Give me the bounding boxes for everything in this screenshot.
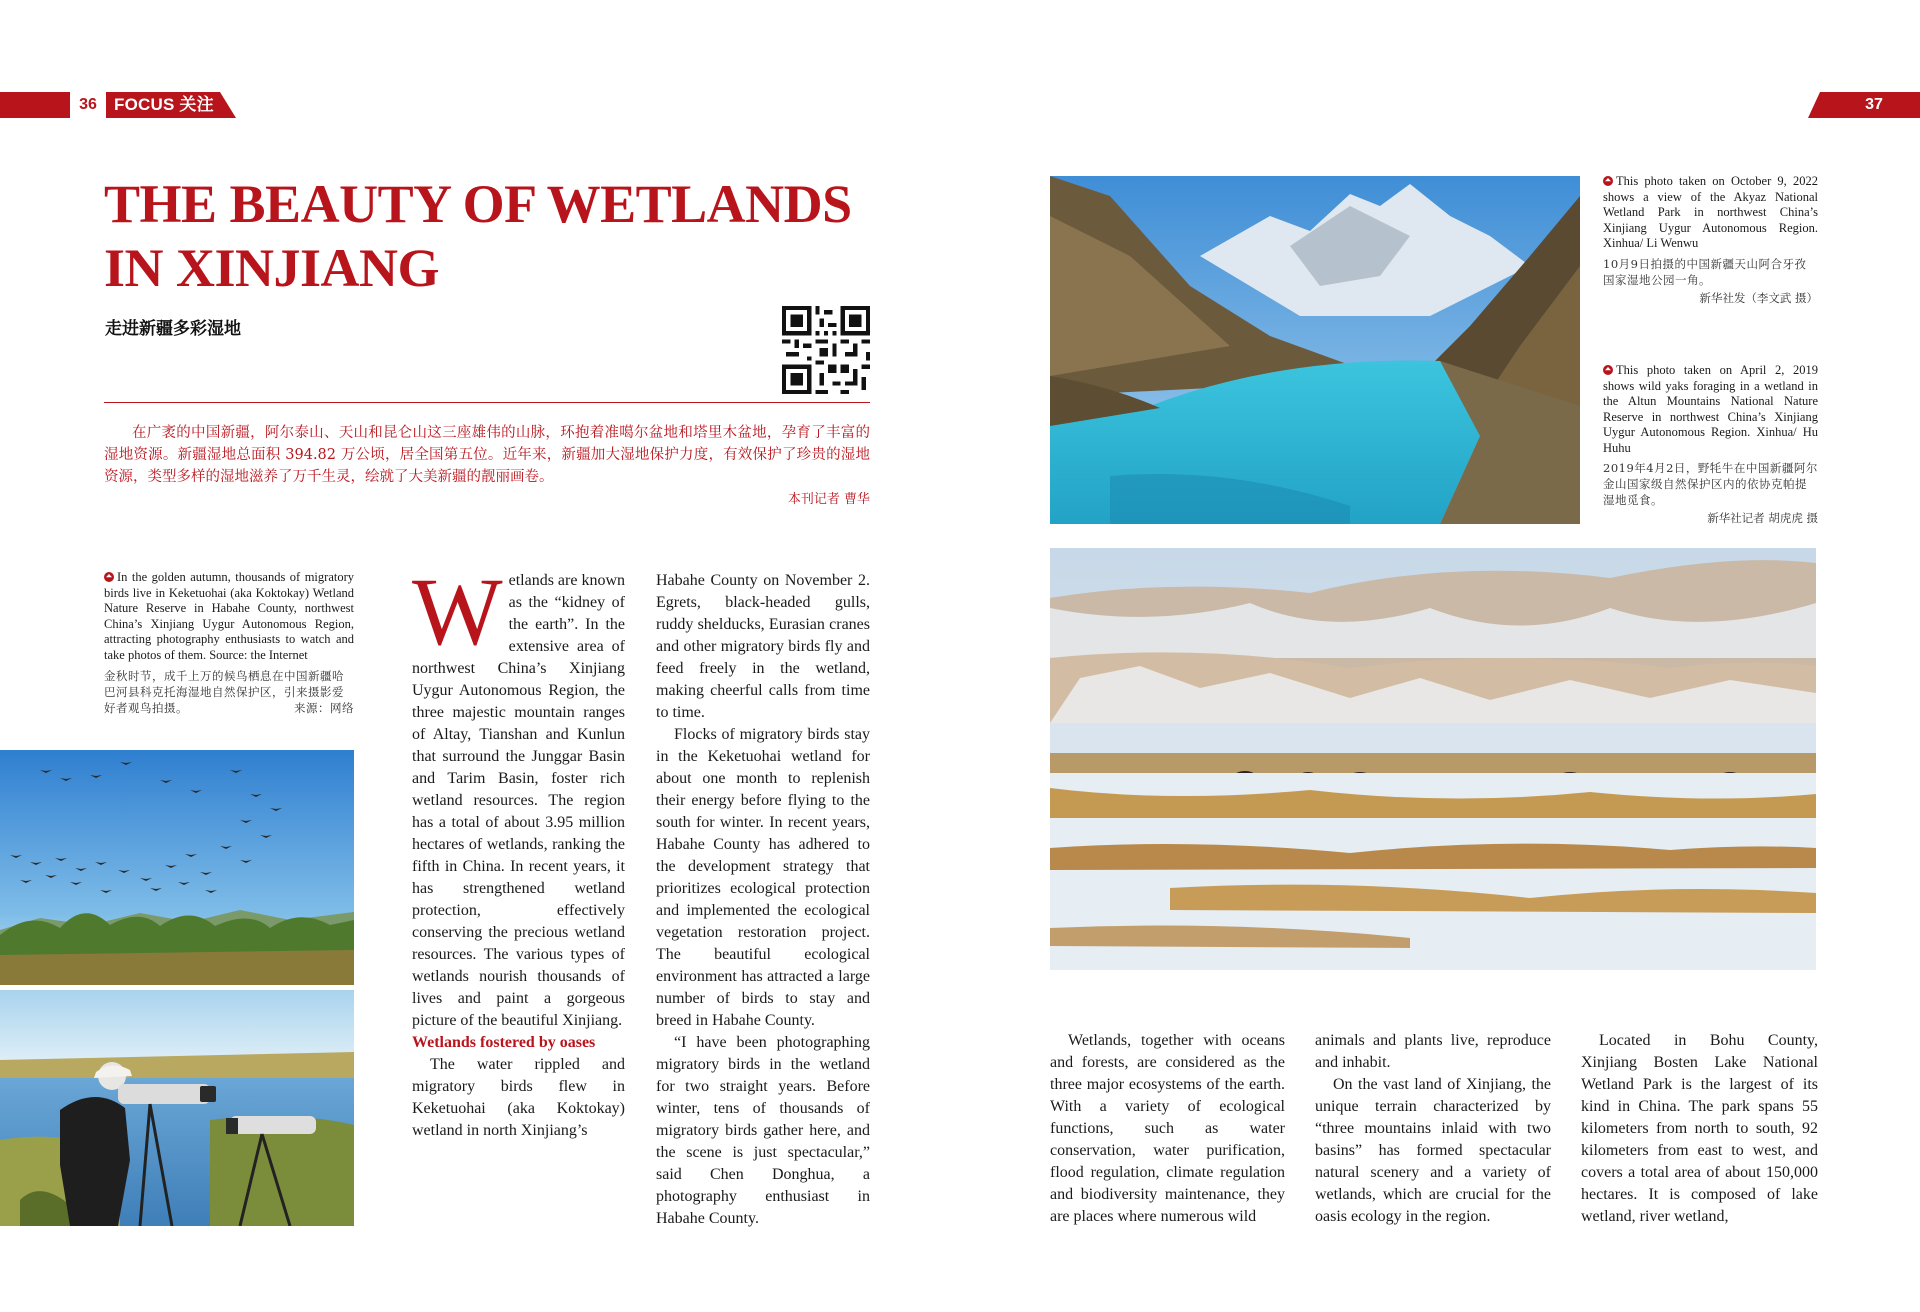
title-line-1: THE BEAUTY OF WETLANDS (104, 174, 852, 234)
body-column-5 (1581, 1030, 1818, 1228)
title-rule (104, 402, 870, 403)
article-subtitle-cn: 走进新疆多彩湿地 (105, 319, 241, 339)
article-title (104, 172, 884, 300)
yaks-caption-cn: 2019年4月2日，野牦牛在中国新疆阿尔金山国家级自然保护区内的依协克帕提湿地觅食。 (1603, 461, 1818, 507)
section-label: FOCUS 关注 (114, 95, 214, 114)
birds-caption-credit: 来源：网络 (294, 701, 354, 715)
col4-paragraph-2: On the vast land of Xinjiang, the unique terrain characterized by “three mountains inlaid with two basins” has formed spectacular natural scenery and a variety of wetlands, which are crucial for the oasis ecology in the region. (1315, 1076, 1551, 1225)
body-column-1 (412, 558, 626, 1142)
left-page-number: 36 (70, 92, 106, 118)
birds-caption (104, 570, 354, 716)
yaks-caption-credit: 新华社记者 胡虎虎 摄 (1707, 511, 1818, 525)
body-column-4 (1315, 1030, 1551, 1228)
akyaz-lake-photo (1050, 176, 1580, 524)
body-column-3 (1050, 1030, 1285, 1228)
col1-paragraph-1: Wetlands are known as the “kidney of the earth”. In the extensive area of northwest China’s Xinjiang Uygur Autonomous Region, the three majestic mountain ranges of Altay, Tianshan and Kunlun that surround the Junggar Basin and Tarim Basin, foster rich wetland resources. The region has a total of about 3.95 million hectares of wetlands, ranking the fifth in China. In recent years, it has strengthened wetland protection, effectively conserving the precious wetland resources. The various types of wetlands nourish thousands of lives and paint a gorgeous picture of the beautiful Xinjiang. (412, 558, 626, 1029)
birds-caption-en: In the golden autumn, thousands of migratory birds live in Keketuohai (aka Koktokay) Wetland Nature Reserve in Habahe County, northwest China’s Xinjiang Uygur Autonomous Region, attracting photography enthusiasts to watch and take photos of them. Source: the Internet (104, 570, 354, 662)
col2-paragraph-1: Habahe County on November 2. Egrets, black-headed gulls, ruddy shelducks, Eurasian cranes and other migratory birds fly and feed freely in the wetland, making cheerful calls from time to time. (656, 572, 870, 721)
intro-byline: 本刊记者 曹华 (787, 492, 870, 507)
right-page-number: 37 (1865, 96, 1883, 113)
photographers-photo (0, 990, 354, 1226)
title-line-2: IN XINJIANG (104, 238, 440, 298)
intro-paragraph-cn: 在广袤的中国新疆，阿尔泰山、天山和昆仑山这三座雄伟的山脉，环抱着准噶尔盆地和塔里木盆地，孕育了丰富的湿地资源。新疆湿地总面积 394.82 万公顷，居全国第五位。近年来，新疆加大湿地保护力度，有效保护了珍贵的湿地资源，类型多样的湿地滋养了万千生灵，绘就了大美新疆的靓丽画卷。 (104, 425, 870, 485)
yaks-caption-en: This photo taken on April 2, 2019 shows wild yaks foraging in a wetland in the Altun Mountains National Nature Reserve in northwest China’s Xinjiang Uygur Autonomous Region. Xinhua/ Hu Huhu (1603, 363, 1818, 455)
caption-marker-icon (1603, 365, 1613, 375)
wild-yaks-photo (1050, 548, 1816, 970)
akyaz-caption-en: This photo taken on October 9, 2022 shows a view of the Akyaz National Wetland Park in northwest China’s Xinjiang Uygur Autonomous Region. Xinhua/ Li Wenwu (1603, 174, 1818, 250)
col3-paragraph-1: Wetlands, together with oceans and forests, are considered as the three major ecosystems of the earth. With a variety of ecological functions, such as water conservation, water purification, flood regulation, climate regulation and biodiversity maintenance, they are places where numerous wild (1050, 1032, 1285, 1225)
col4-paragraph-1: animals and plants live, reproduce and inhabit. (1315, 1032, 1551, 1071)
qr-code[interactable] (782, 306, 870, 394)
birds-caption-cn: 金秋时节，成千上万的候鸟栖息在中国新疆哈巴河县科克托海湿地自然保护区，引来摄影爱好者观鸟拍摄。 来源：网络 (104, 669, 354, 715)
akyaz-caption (1603, 174, 1818, 306)
section-subhead: Wetlands fostered by oases (412, 1034, 596, 1051)
yaks-caption (1603, 363, 1818, 526)
col5-paragraph-1: Located in Bohu County, Xinjiang Bosten Lake National Wetland Park is the largest of its kind in China. The park spans 55 kilometers from north to south, 92 kilometers from east to west, and covers a total area of about 150,000 hectares. It is composed of lake wetland, river wetland, (1581, 1032, 1818, 1225)
akyaz-caption-credit: 新华社发（李文武 摄） (1699, 290, 1818, 305)
col2-paragraph-3: “I have been photographing migratory birds in the wetland for two straight years. Before winter, tens of thousands of migratory birds gather here, and the scene is just spectacular,” said Chen Donghua, a photography enthusiast in Habahe County. (656, 1034, 870, 1227)
caption-marker-icon (104, 572, 114, 582)
col2-paragraph-2: Flocks of migratory birds stay in the Keketuohai wetland for about one month to replenish their energy before flying to the south for winter. In recent years, Habahe County has adhered to the development strategy that prioritizes ecological protection and implemented the ecological vegetation restoration project. The beautiful ecological environment has attracted a large number of birds to stay and breed in Habahe County. (656, 726, 870, 1029)
body-column-2 (656, 570, 870, 1230)
col1-paragraph-2: The water rippled and migratory birds flew in Keketuohai (aka Koktokay) wetland in north Xinjiang’s (412, 1056, 625, 1139)
akyaz-caption-cn: 10月9日拍摄的中国新疆天山阿合牙孜国家湿地公园一角。 (1603, 256, 1807, 287)
migratory-birds-photo (0, 750, 354, 985)
drop-cap: W (412, 558, 503, 665)
caption-marker-icon (1603, 176, 1613, 186)
